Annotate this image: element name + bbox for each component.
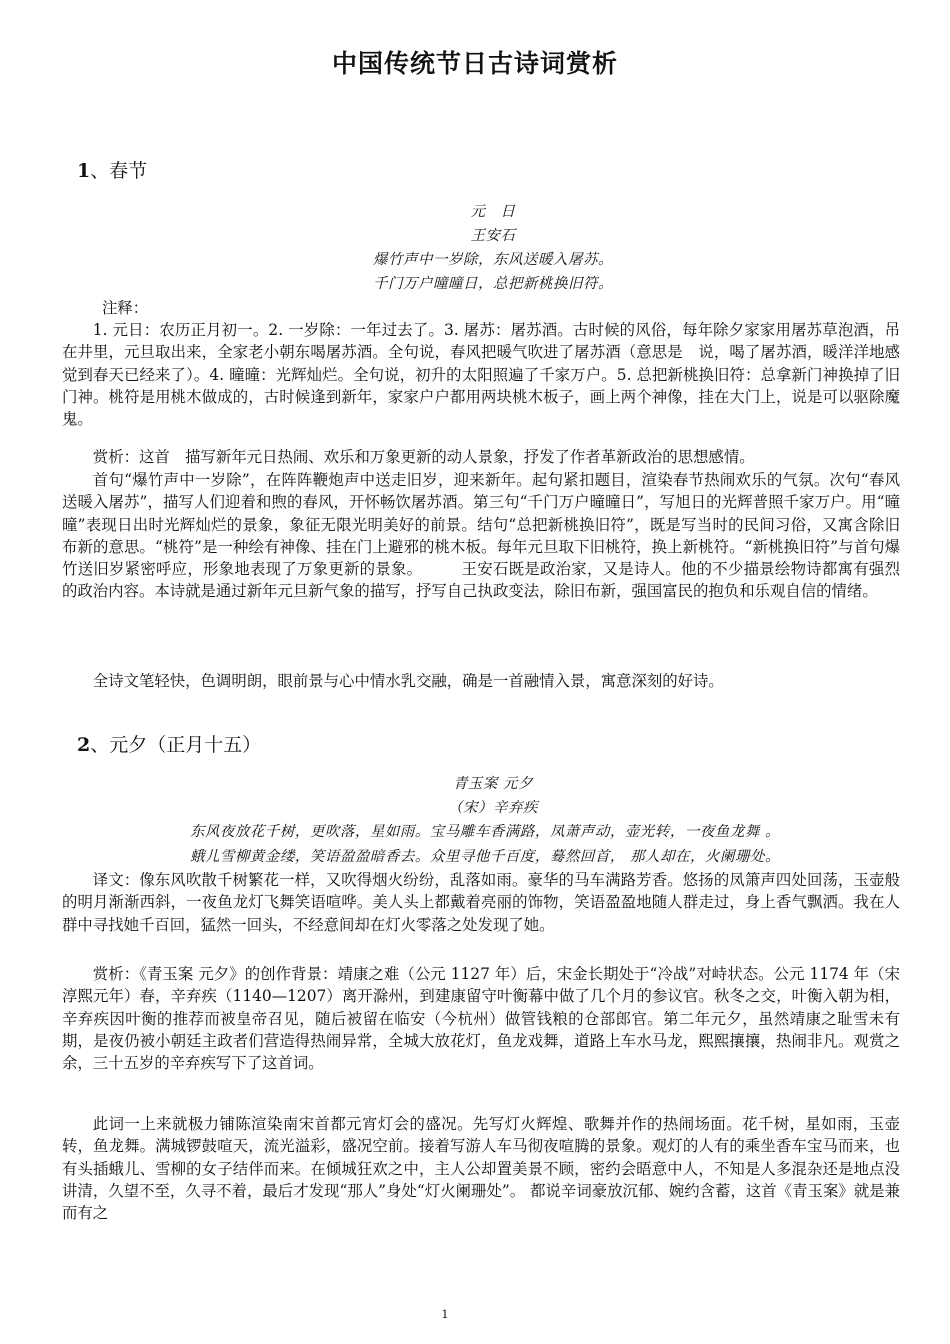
section-heading-lantern-festival bbox=[77, 730, 261, 757]
background-paragraph: 赏析：《青玉案 元夕》的创作背景：靖康之难（公元 1127 年）后，宋金长期处于“冷战”对峙状态。公元 1174 年（宋淳熙元年）春，辛弃疾（1140—1207）离开滁州，到建康留守叶衡幕中做了几个月的参议官。秋冬之交，叶衡入朝为相，辛弃疾因叶衡的推荐而被皇帝召见，随后被留在临安（今杭州）做管钱粮的仓部郎官。第二年元夕，虽然靖康之耻雪未有期，是夜仍被小朝廷主政者们营造得热闹异常，全城大放花灯，鱼龙戏舞，道路上车水马龙，熙熙攘攘，热闹非凡。观赏之余，三十五岁的辛弃疾写下了这首词。 bbox=[62, 965, 900, 1073]
analysis-paragraph: 此词一上来就极力铺陈渲染南宋首都元宵灯会的盛况。先写灯火辉煌、歌舞并作的热闹场面。花千树，星如雨，玉壶转，鱼龙舞。满城锣鼓喧天，流光溢彩，盛况空前。接着写游人车马彻夜喧腾的景象。观灯的人有的乘坐香车宝马而来，也有头插蛾儿、雪柳的女子结伴而来。在倾城狂欢之中，主人公却置美景不顾，密约会晤意中人，不知是人多混杂还是地点没讲清，久望不至，久寻不着，最后才发现“那人”身处“灯火阑珊处”。 都说辛词豪放沉郁、婉约含蓄，这首《青玉案》就是兼而有之 bbox=[62, 1115, 900, 1223]
translation-paragraph: 译文：像东风吹散千树繁花一样，又吹得烟火纷纷，乱落如雨。豪华的马车满路芳香。悠扬的凤箫声四处回荡，玉壶般的明月渐渐西斜，一夜鱼龙灯飞舞笑语喧哗。美人头上都戴着亮丽的饰物，笑语盈盈地随人群走过，身上香气飘洒。我在人群中寻找她千百回，猛然一回头，不经意间却在灯火零落之处发现了她。 bbox=[62, 871, 900, 934]
poem-author: 王安石 bbox=[470, 228, 516, 244]
notes-paragraph: 1. 元日：农历正月初一。2. 一岁除：一年过去了。3. 屠苏：屠苏酒。古时候的风俗，每年除夕家家用屠苏草泡酒，吊在井里，元旦取出来，全家老小朝东喝屠苏酒。全句说，春风把暖气吹进了屠苏酒（意思是 说，喝了屠苏酒，暖洋洋地感觉到春天已经来了）。4. 曈曈：光辉灿烂。全句说，初升的太阳照遍了千家万户。5. 总把新桃换旧符：总拿新门神换掉了旧门神。桃符是用桃木做成的，古时候逢到新年，家家户户都用两块桃木板子，画上两个神像，挂在大门上，说是可以驱除魔鬼。 bbox=[62, 321, 900, 429]
section-number: 2 bbox=[77, 734, 91, 756]
appreciation-paragraph: 赏析：这首 描写新年元日热闹、欢乐和万象更新的动人景象，抒发了作者革新政治的思想感情。 bbox=[92, 448, 755, 466]
notes-label: 注释： bbox=[102, 299, 149, 317]
poem-line: 千门万户曈曈日，总把新桃换旧符。 bbox=[373, 276, 613, 292]
page-number: 1 bbox=[441, 1308, 449, 1321]
summary-paragraph: 全诗文笔轻快，色调明朗，眼前景与心中情水乳交融，确是一首融情入景，寓意深刻的好诗。 bbox=[92, 672, 724, 690]
poem-line: 爆竹声中一岁除，东风送暖入屠苏。 bbox=[373, 252, 613, 268]
section-number: 1 bbox=[77, 160, 91, 182]
poem-title: 元 日 bbox=[470, 204, 516, 220]
section-heading-spring-festival bbox=[77, 156, 147, 183]
section-title: 、元夕（正月十五） bbox=[90, 734, 262, 756]
section-title: 、春节 bbox=[90, 160, 148, 182]
analysis-paragraph: 首句“爆竹声中一岁除”，在阵阵鞭炮声中送走旧岁，迎来新年。起句紧扣题目，渲染春节热闹欢乐的气氛。次句“春风送暖入屠苏”，描写人们迎着和煦的春风，开怀畅饮屠苏酒。第三句“千门万户曈曈日”，写旭日的光辉普照千家万户。用“曈曈”表现日出时光辉灿烂的景象，象征无限光明美好的前景。结句“总把新桃换旧符”，既是写当时的民间习俗，又寓含除旧布新的意思。“桃符”是一种绘有神像、挂在门上避邪的桃木板。每年元旦取下旧桃符，换上新桃符。“新桃换旧符”与首句爆竹送旧岁紧密呼应，形象地表现了万象更新的景象。 王安石既是政治家，又是诗人。他的不少描景绘物诗都寓有强烈的政治内容。本诗就是通过新年元旦新气象的描写，抒写自己执政变法，除旧布新，强国富民的抱负和乐观自信的情绪。 bbox=[62, 471, 900, 601]
poem-line: 东风夜放花千树，更吹落，星如雨。宝马雕车香满路，凤萧声动，壶光转，一夜鱼龙舞 。 bbox=[189, 824, 781, 840]
page-title: 中国传统节日古诗词赏析 bbox=[331, 49, 618, 78]
poem-line: 蛾儿雪柳黄金缕，笑语盈盈暗香去。众里寻他千百度，蓦然回首， 那人却在，火阑珊处。 bbox=[189, 849, 781, 865]
poem-title: 青玉案 元夕 bbox=[452, 776, 534, 792]
poem-author: （宋）辛弃疾 bbox=[448, 800, 538, 816]
